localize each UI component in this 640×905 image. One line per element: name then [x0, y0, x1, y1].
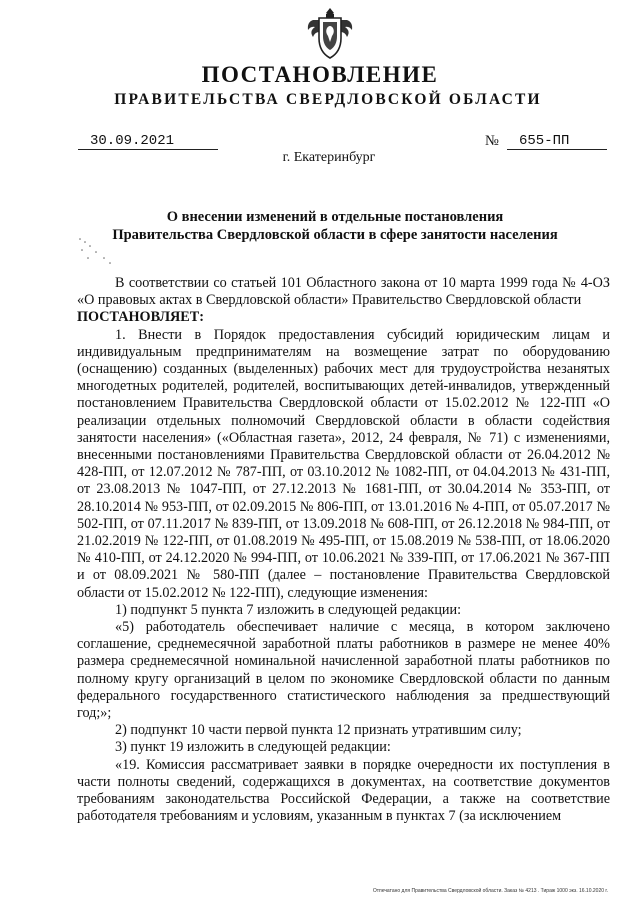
print-imprint: Отпечатано для Правительства Свердловской области. Заказ № 4213 . Тираж 1000 экз. 16.10.2020 г. [372, 888, 608, 894]
subparagraph-3: 3) пункт 19 изложить в следующей редакции: [115, 739, 391, 756]
control-marks [76, 236, 116, 266]
resolves-heading: ПОСТАНОВЛЯЕТ: [77, 309, 204, 326]
subparagraph-2: 2) подпункт 10 части первой пункта 12 признать утратившим силу; [115, 722, 522, 739]
document-body [77, 275, 610, 826]
subparagraph-1-text: «5) работодатель обеспечивает наличие с месяца, в котором заключено соглашение, среднемесячной заработной платы работников в размере не менее 40% размера среднемесячной номинальной начисленной заработной платы работников по полному кругу организаций в целом по экономике Свердловской области по данным федерального государственного статистического наблюдения за предшествующий год;»; [77, 619, 610, 722]
preamble: В соответствии со статьей 101 Областного закона от 10 марта 1999 года № 4-ОЗ «О правовых актах в Свердловской области» Правительство Свердловской области [77, 275, 610, 309]
document-title: ПОСТАНОВЛЕНИЕ [201, 62, 439, 87]
document-number-value: 655-ПП [519, 133, 570, 149]
number-label: № [485, 133, 499, 149]
document-subject [80, 208, 590, 244]
subparagraph-1: 1) подпункт 5 пункта 7 изложить в следующей редакции: [115, 601, 462, 618]
document-number [507, 133, 607, 150]
document-issuer: ПРАВИТЕЛЬСТВА СВЕРДЛОВСКОЙ ОБЛАСТИ [114, 91, 542, 108]
subject-line-1: О внесении изменений в отдельные постановления [166, 209, 504, 225]
document-city: г. Екатеринбург [282, 150, 376, 165]
coat-of-arms-icon [305, 6, 355, 60]
subparagraph-3-text: «19. Комиссия рассматривает заявки в порядке очередности их поступления в части полноты сведений, содержащихся в документах, на соответствие документов требованиям законодательства Российской Федерации, а также на соответствие работодателя требованиям и условиям, указанным в пунктах 7 (за исключением [77, 756, 610, 825]
subject-line-2: Правительства Свердловской области в сфере занятости населения [112, 227, 558, 243]
document-date: 30.09.2021 [78, 133, 218, 150]
paragraph-1: 1. Внести в Порядок предоставления субсидий юридическим лицам и индивидуальным предпринимателям на возмещение затрат по оборудованию (оснащению) созданных (выделенных) рабочих мест для трудоустройства незанятых многодетных родителей, родителей, воспитывающих детей-инвалидов, утвержденный постановлением Правительства Свердловской области от 15.02.2012 № 122-ПП «О реализации отдельных полномочий Свердловской области в области содействия занятости населения» («Областная газета», 2012, 24 февраля, № 71) с изменениями, внесенными постановлениями Правительства Свердловской области от 26.04.2012 № 428-ПП, от 12.07.2012 № 787-ПП, от 03.10.2012 № 1082-ПП, от 04.04.2013 № 431-ПП, от 23.08.2013 № 1047-ПП, от 27.12.2013 № 1681-ПП, от 30.04.2014 № 353-ПП, от 28.10.2014 № 953-ПП, от 02.09.2015 № 806-ПП, от 13.01.2016 № 4-ПП, от 05.07.2017 № 502-ПП, от 07.11.2017 № 839-ПП, от 13.09.2018 № 608-ПП, от 26.12.2018 № 984-ПП, от 21.02.2019 № 122-ПП, от 01.08.2019 № 495-ПП, от 15.08.2019 № 538-ПП, от 18.06.2020 № 410-ПП, от 24.12.2020 № 994-ПП, от 10.06.2021 № 339-ПП, от 17.06.2021 № 367-ПП и от 08.09.2021 № 580-ПП (далее – постановление Правительства Свердловской области от 15.02.2012 № 122-ПП), следующие изменения: [77, 326, 610, 601]
